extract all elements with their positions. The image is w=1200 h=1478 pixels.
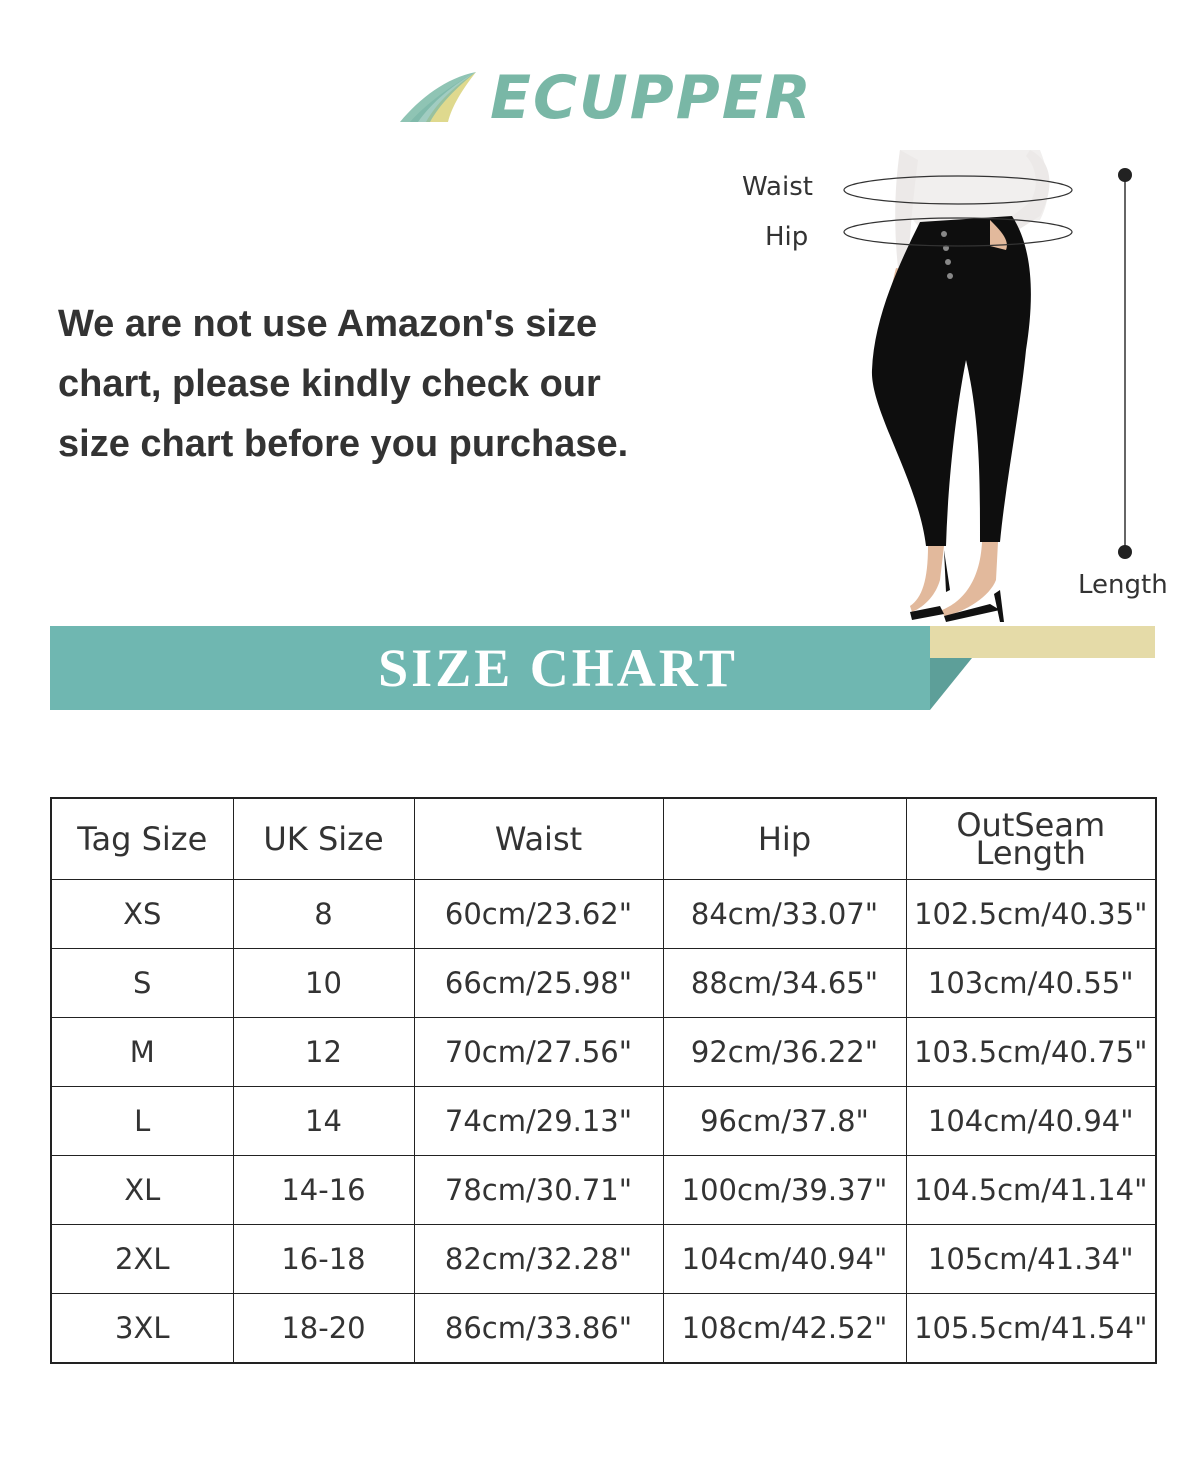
waist-cell: 74cm/29.13": [414, 1087, 663, 1156]
tag-size-cell: S: [51, 949, 233, 1018]
uk-size-cell: 14: [233, 1087, 414, 1156]
tag-size-cell: L: [51, 1087, 233, 1156]
table-row: [51, 880, 1156, 949]
table-row: [51, 1225, 1156, 1294]
table-row: [51, 1156, 1156, 1225]
uk-size-cell: 16-18: [233, 1225, 414, 1294]
brand-name: ECUPPER: [490, 63, 813, 133]
table-row: [51, 1294, 1156, 1364]
hip-cell: 108cm/42.52": [663, 1294, 906, 1364]
header-tag-size: Tag Size: [51, 798, 233, 880]
waist-cell: 78cm/30.71": [414, 1156, 663, 1225]
brand-logo: [396, 58, 813, 133]
hip-cell: 88cm/34.65": [663, 949, 906, 1018]
banner-title: SIZE CHART: [378, 638, 738, 698]
outseam-cell: 104.5cm/41.14": [906, 1156, 1156, 1225]
uk-size-cell: 14-16: [233, 1156, 414, 1225]
uk-size-cell: 10: [233, 949, 414, 1018]
header-length-line: Length: [975, 834, 1086, 872]
tag-size-cell: 3XL: [51, 1294, 233, 1364]
waist-cell: 70cm/27.56": [414, 1018, 663, 1087]
header-hip: Hip: [663, 798, 906, 880]
outseam-cell: 104cm/40.94": [906, 1087, 1156, 1156]
measurement-guides: [840, 160, 1140, 570]
intro-line: size chart before you purchase.: [58, 423, 629, 465]
intro-line: We are not use Amazon's size: [58, 303, 598, 345]
waist-cell: 60cm/23.62": [414, 880, 663, 949]
table-row: [51, 949, 1156, 1018]
size-table: [50, 797, 1157, 1364]
length-label: Length: [1078, 570, 1168, 600]
header-waist: Waist: [414, 798, 663, 880]
table-header-row: [51, 798, 1156, 880]
waist-label: Waist: [742, 172, 813, 202]
tag-size-cell: XS: [51, 880, 233, 949]
table-row: [51, 1018, 1156, 1087]
uk-size-cell: 18-20: [233, 1294, 414, 1364]
waist-cell: 66cm/25.98": [414, 949, 663, 1018]
outseam-cell: 102.5cm/40.35": [906, 880, 1156, 949]
outseam-cell: 103.5cm/40.75": [906, 1018, 1156, 1087]
hip-cell: 96cm/37.8": [663, 1087, 906, 1156]
hip-cell: 84cm/33.07": [663, 880, 906, 949]
tag-size-cell: 2XL: [51, 1225, 233, 1294]
tag-size-cell: M: [51, 1018, 233, 1087]
hip-label: Hip: [765, 222, 809, 252]
uk-size-cell: 8: [233, 880, 414, 949]
outseam-cell: 103cm/40.55": [906, 949, 1156, 1018]
waist-cell: 86cm/33.86": [414, 1294, 663, 1364]
header-outseam-length: [906, 798, 1156, 880]
swoosh-logo-icon: [396, 64, 480, 126]
waist-cell: 82cm/32.28": [414, 1225, 663, 1294]
outseam-cell: 105cm/41.34": [906, 1225, 1156, 1294]
table-row: [51, 1087, 1156, 1156]
intro-line: chart, please kindly check our: [58, 363, 601, 405]
header-outseam-line: OutSeam: [956, 806, 1106, 844]
hip-cell: 100cm/39.37": [663, 1156, 906, 1225]
tag-size-cell: XL: [51, 1156, 233, 1225]
hip-cell: 104cm/40.94": [663, 1225, 906, 1294]
intro-notice: [58, 294, 698, 474]
header-uk-size: UK Size: [233, 798, 414, 880]
hip-cell: 92cm/36.22": [663, 1018, 906, 1087]
uk-size-cell: 12: [233, 1018, 414, 1087]
outseam-cell: 105.5cm/41.54": [906, 1294, 1156, 1364]
